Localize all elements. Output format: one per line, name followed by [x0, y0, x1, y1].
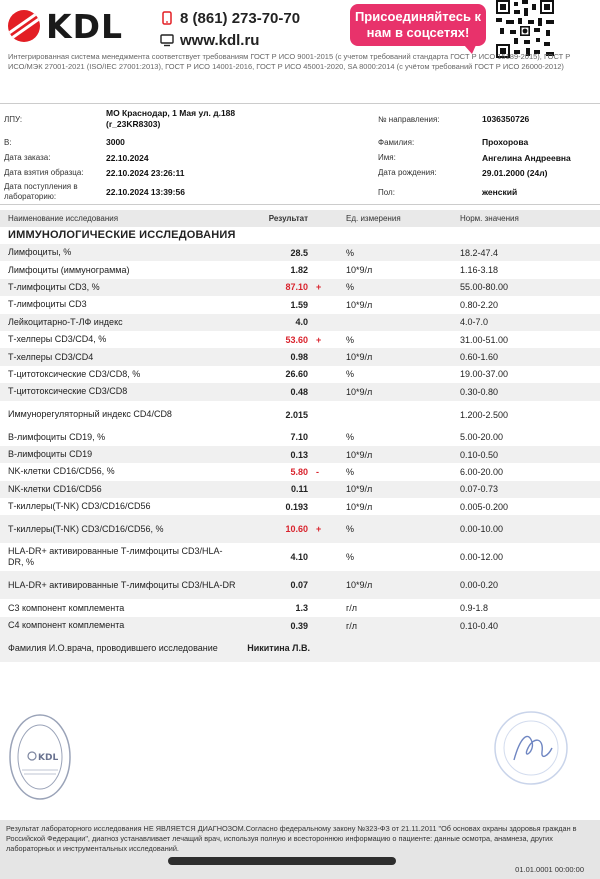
test-unit: 10*9/л — [346, 299, 373, 310]
test-norm: 18.2-47.4 — [460, 247, 499, 258]
test-norm: 1.200-2.500 — [460, 409, 509, 420]
test-result: 1.3 — [295, 603, 308, 614]
table-row — [0, 498, 600, 515]
received-value: 22.10.2024 13:39:56 — [106, 187, 185, 197]
kdl-logo-icon — [8, 10, 40, 42]
monitor-icon — [160, 33, 174, 47]
contacts — [160, 8, 300, 52]
test-unit: 10*9/л — [346, 449, 373, 460]
doctor-signature-stamp — [492, 708, 570, 788]
test-norm: 55.00-80.00 — [460, 282, 509, 293]
test-result: 53.60 — [285, 334, 308, 345]
test-result: 28.5 — [290, 247, 308, 258]
test-norm: 0.9-1.8 — [460, 603, 489, 614]
direction-value: 1036350726 — [482, 114, 530, 124]
test-unit: % — [346, 552, 355, 563]
test-result: 1.82 — [290, 265, 308, 276]
surname-value: Прохорова — [482, 137, 529, 147]
test-result: 4.0 — [295, 317, 308, 328]
header-unit: Ед. измерения — [346, 214, 401, 223]
test-name: Т-лимфоциты CD3 — [8, 299, 87, 310]
test-norm: 0.005-0.200 — [460, 501, 509, 512]
sample-date-label: Дата взятия образца: — [4, 168, 84, 177]
birth-label: Дата рождения: — [378, 168, 437, 177]
order-date-label: Дата заказа: — [4, 153, 51, 162]
test-name: C4 компонент комплемента — [8, 620, 125, 631]
header — [0, 0, 600, 95]
name-label: Имя: — [378, 153, 396, 162]
sex-label: Пол: — [378, 187, 395, 197]
order-date-value: 22.10.2024 — [106, 152, 149, 163]
test-name: Т-хелперы CD3/CD4, % — [8, 334, 107, 345]
test-unit: % — [346, 466, 355, 477]
test-norm: 0.60-1.60 — [460, 352, 499, 363]
test-name: Лимфоциты, % — [8, 247, 72, 258]
test-result: 4.10 — [290, 552, 308, 563]
header-norm: Норм. значения — [460, 214, 519, 223]
test-result: 10.60 — [285, 524, 308, 535]
test-name: C3 компонент комплемента — [8, 602, 125, 613]
horizontal-scrollbar[interactable] — [168, 857, 396, 865]
test-unit: 10*9/л — [346, 484, 373, 495]
sample-date-value: 22.10.2024 23:26:11 — [106, 167, 185, 178]
test-result: 2.015 — [285, 409, 308, 420]
test-result: 0.39 — [290, 620, 308, 631]
test-name: Лимфоциты (иммунограмма) — [8, 264, 130, 275]
table-row — [0, 429, 600, 446]
test-norm: 6.00-20.00 — [460, 466, 504, 477]
disclaimer-text: Результат лабораторного исследования НЕ ЯВЛЯЕТСЯ ДИАГНОЗОМ.Согласно федеральному закону №323-ФЗ от 21.11.2011 "Об основах охраны здоровья граждан в Российской Федерации", диагноз устанавливает лечащий врач, используя полную и всестороннюю информацию о пациенте: данные осмотра, анамнеза, других лабораторных и инструментальных исследований. — [6, 824, 577, 853]
header-name: Наименование исследования — [8, 214, 119, 223]
test-norm: 19.00-37.00 — [460, 369, 509, 380]
test-unit: г/л — [346, 620, 358, 631]
test-name: Лейкоцитарно-Т-ЛФ индекс — [8, 316, 123, 327]
test-result: 7.10 — [290, 432, 308, 443]
table-row — [0, 463, 600, 480]
footer-date: 01.01.0001 00:00:00 — [515, 865, 584, 874]
test-result: 1.59 — [290, 299, 308, 310]
phone-number[interactable]: 8 (861) 273-70-70 — [180, 9, 301, 27]
lpu-value: МО Краснодар, 1 Мая ул. д.188 (r_23KR8303) — [106, 108, 236, 129]
table-row — [0, 261, 600, 278]
header-result: Результат — [268, 214, 308, 223]
test-result: 0.48 — [290, 386, 308, 397]
table-header — [0, 210, 600, 227]
test-norm: 0.30-0.80 — [460, 386, 499, 397]
table-row — [0, 599, 600, 616]
test-flag: + — [316, 524, 322, 535]
surname-label: Фамилия: — [378, 137, 415, 147]
test-name: Т-лимфоциты CD3, % — [8, 281, 100, 292]
stamp-logo-text: KDL — [38, 753, 59, 763]
test-norm: 0.10-0.50 — [460, 449, 499, 460]
v-label: В: — [4, 137, 12, 147]
test-result: 0.13 — [290, 449, 308, 460]
test-norm: 0.00-0.20 — [460, 580, 499, 591]
test-unit: % — [346, 524, 355, 535]
test-unit: 10*9/л — [346, 352, 373, 363]
table-row — [0, 515, 600, 543]
birth-value: 29.01.2000 (24л) — [482, 167, 548, 178]
test-unit: % — [346, 282, 355, 293]
test-result: 26.60 — [285, 369, 308, 380]
table-row — [0, 571, 600, 599]
doctor-value: Никитина Л.В. — [247, 643, 310, 654]
test-unit: г/л — [346, 603, 358, 614]
logo-text: KDL — [46, 6, 123, 46]
test-flag: - — [316, 466, 319, 477]
test-norm: 0.07-0.73 — [460, 484, 499, 495]
test-unit: 10*9/л — [346, 265, 373, 276]
test-result: 87.10 — [285, 282, 308, 293]
test-norm: 4.0-7.0 — [460, 317, 489, 328]
test-result: 0.98 — [290, 352, 308, 363]
test-name: NK-клетки CD16/CD56, % — [8, 466, 115, 477]
name-value: Ангелина Андреевна — [482, 152, 571, 163]
test-norm: 5.00-20.00 — [460, 432, 504, 443]
patient-info — [0, 103, 600, 205]
test-name: Т-киллеры(T-NK) CD3/CD16/CD56, % — [8, 523, 164, 534]
table-row — [0, 366, 600, 383]
table-row — [0, 383, 600, 400]
lpu-label: ЛПУ: — [4, 114, 23, 124]
table-row — [0, 446, 600, 463]
table-row — [0, 481, 600, 498]
footer — [0, 820, 600, 879]
results-rows — [0, 244, 600, 634]
doctor-row — [0, 634, 600, 662]
table-row — [0, 348, 600, 365]
test-norm: 31.00-51.00 — [460, 334, 509, 345]
table-row — [0, 331, 600, 348]
table-row — [0, 401, 600, 429]
test-norm: 1.16-3.18 — [460, 265, 499, 276]
results-table — [0, 210, 600, 662]
test-result: 0.07 — [290, 580, 308, 591]
test-unit: % — [346, 247, 355, 258]
qr-code-icon[interactable] — [496, 0, 554, 58]
table-row — [0, 543, 600, 571]
test-result: 0.193 — [285, 501, 308, 512]
test-name: Т-хелперы CD3/CD4 — [8, 351, 94, 362]
test-name: Т-киллеры(T-NK) CD3/CD16/CD56 — [8, 501, 151, 512]
test-unit: 10*9/л — [346, 501, 373, 512]
test-norm: 0.00-10.00 — [460, 524, 504, 535]
phone-icon — [160, 11, 174, 25]
test-name: NK-клетки CD16/CD56 — [8, 483, 102, 494]
sex-value: женский — [482, 187, 518, 197]
v-value: 3000 — [106, 137, 125, 147]
kdl-logo — [8, 6, 158, 46]
direction-label: № направления: — [378, 114, 440, 124]
table-row — [0, 244, 600, 261]
test-name: Т-цитотоксические CD3/CD8 — [8, 386, 128, 397]
test-name: B-лимфоциты CD19 — [8, 449, 93, 460]
test-name: B-лимфоциты CD19, % — [8, 431, 106, 442]
table-row — [0, 279, 600, 296]
test-result: 5.80 — [290, 466, 308, 477]
lab-stamp — [8, 712, 72, 802]
section-title: ИММУНОЛОГИЧЕСКИЕ ИССЛЕДОВАНИЯ — [8, 229, 236, 241]
certification-text: Интегрированная система менеджмента соответствует требованиям ГОСТ Р ИСО 9001-2015 (с учетом требований стандарта ГОСТ Р ИСО 15189-2015), ГОСТ Р ИСО/МЭК 27001-2021 (ISO/IEC 27001:2013), ГОСТ Р ИСО 14001-2016, ГОСТ Р ИСО 45001-2020, SA 8000:2014 (с учётом требований ГОСТ Р ИСО 26000-2012) — [8, 52, 571, 71]
test-flag: + — [316, 334, 322, 345]
test-unit: % — [346, 432, 355, 443]
received-label: Дата поступления в лабораторию: — [4, 182, 78, 201]
test-name: Иммунорегуляторный индекс CD4/CD8 — [8, 409, 172, 420]
table-row — [0, 296, 600, 313]
test-norm: 0.80-2.20 — [460, 299, 499, 310]
test-result: 0.11 — [290, 484, 308, 495]
website-link[interactable]: www.kdl.ru — [180, 31, 260, 49]
test-name: HLA-DR+ активированные Т-лимфоциты CD3/HLA-DR, % — [8, 546, 223, 568]
table-row — [0, 314, 600, 331]
test-flag: + — [316, 282, 322, 293]
test-norm: 0.10-0.40 — [460, 620, 499, 631]
test-unit: 10*9/л — [346, 580, 373, 591]
test-name: Т-цитотоксические CD3/CD8, % — [8, 368, 141, 379]
join-social-banner[interactable]: Присоединяйтесь к нам в соцсетях! — [350, 4, 486, 46]
test-unit: % — [346, 369, 355, 380]
test-unit: % — [346, 334, 355, 345]
test-name: HLA-DR+ активированные Т-лимфоциты CD3/HLA-DR — [8, 579, 236, 590]
table-row — [0, 617, 600, 634]
test-norm: 0.00-12.00 — [460, 552, 504, 563]
test-unit: 10*9/л — [346, 386, 373, 397]
doctor-label: Фамилия И.О.врача, проводившего исследование — [8, 642, 218, 653]
